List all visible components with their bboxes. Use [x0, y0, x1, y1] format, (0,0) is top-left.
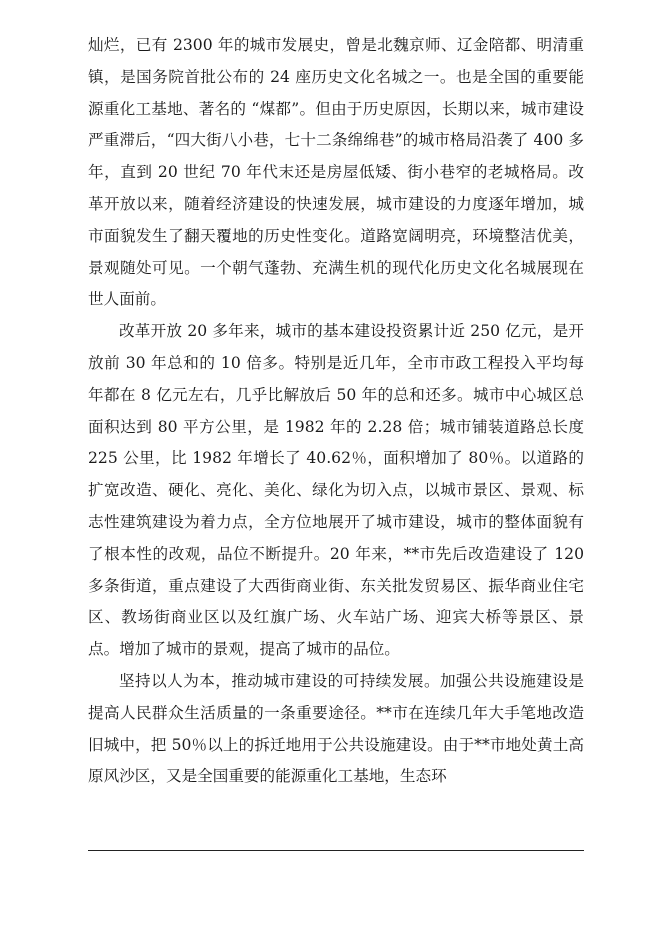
footer-divider [88, 850, 584, 851]
paragraph-1: 灿烂，已有 2300 年的城市发展史，曾是北魏京师、辽金陪都、明清重镇，是国务院首批公布的 24 座历史文化名城之一。也是全国的重要能源重化工基地、著名的 “煤都”。但由于历史原因，长期以来，城市建设严重滞后，“四大街八小巷，七十二条绵绵巷”的城市格局沿袭了 400 多年，直到 20 世纪 70 年代末还是房屋低矮、街小巷窄的老城格局。改革开放以来，随着经济建设的快速发展，城市建设的力度逐年增加，城市面貌发生了翻天覆地的历史性变化。道路宽阔明亮，环境整洁优美，景观随处可见。一个朝气蓬勃、充满生机的现代化历史文化名城展现在世人面前。 [88, 36, 584, 309]
body-text [88, 30, 584, 793]
paragraph-2: 改革开放 20 多年来，城市的基本建设投资累计近 250 亿元，是开放前 30 年总和的 10 倍多。特别是近几年，全市市政工程投入平均每年都在 8 亿元左右，几乎比解放后 50 年的总和还多。城市中心城区总面积达到 80 平方公里，是 1982 年的 2.28 倍；城市铺装道路总长度 225 公里，比 1982 年增长了 40.62％，面积增加了 80％。以道路的扩宽改造、硬化、亮化、美化、绿化为切入点，以城市景区、景观、标志性建筑建设为着力点，全方位地展开了城市建设，城市的整体面貌有了根本性的改观，品位不断提升。20 年来，**市先后改造建设了 120 多条街道，重点建设了大西街商业街、东关批发贸易区、振华商业住宅区、教场街商业区以及红旗广场、火车站广场、迎宾大桥等景区、景点。增加了城市的景观，提高了城市的品位。 [88, 322, 584, 659]
paragraph-3: 坚持以人为本，推动城市建设的可持续发展。加强公共设施建设是提高人民群众生活质量的一条重要途径。**市在连续几年大手笔地改造旧城中，把 50％以上的拆迁地用于公共设施建设。由于**市地处黄土高原风沙区，又是全国重要的能源重化工基地，生态环 [88, 671, 584, 786]
